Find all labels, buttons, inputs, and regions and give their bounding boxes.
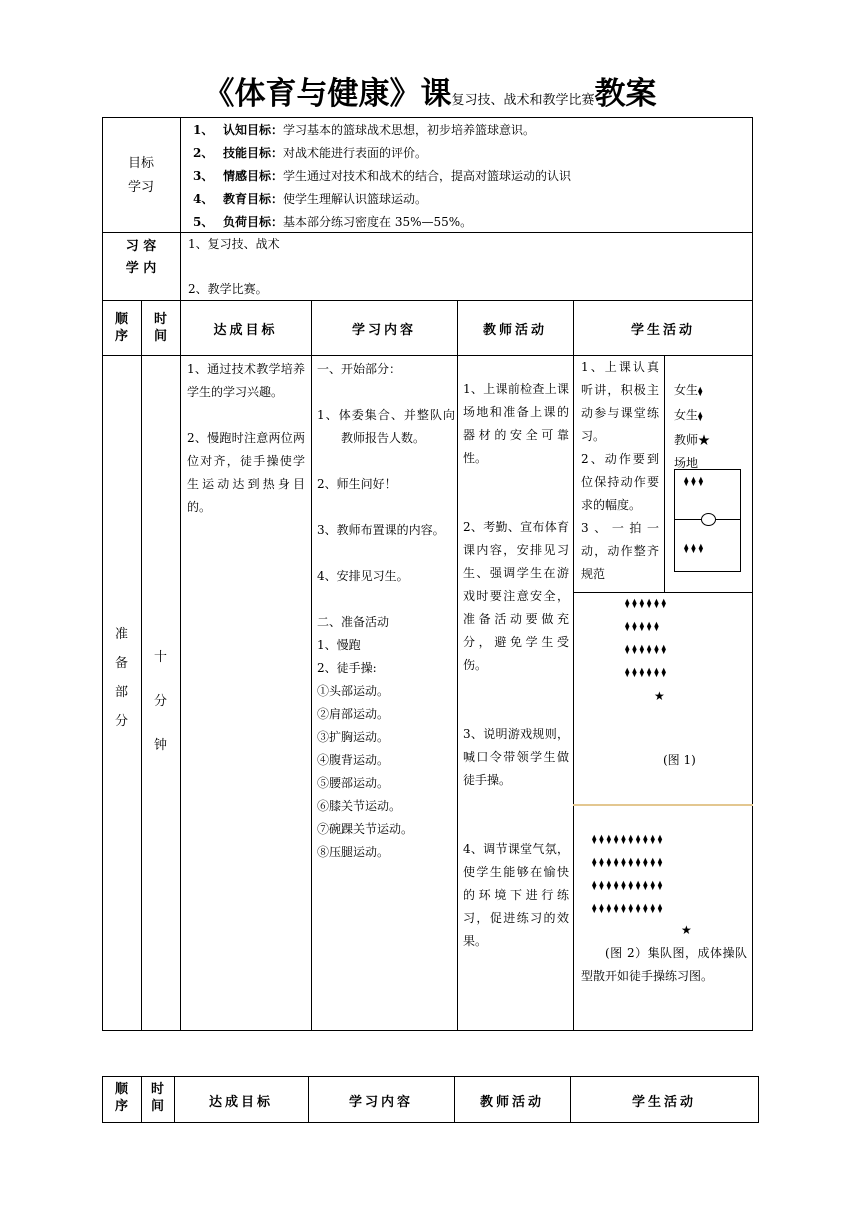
header-time: 时 间 — [153, 312, 167, 344]
fig1-caption: (图 1) — [663, 753, 696, 767]
header2-content: 学习内容 — [348, 1095, 413, 1110]
star-icon: ★ — [681, 923, 692, 937]
fig1-row: ⧫ ⧫ ⧫ ⧫ ⧫ ⧫ — [625, 645, 666, 655]
ball-icon — [701, 513, 716, 526]
person-icon: ⧫ — [698, 412, 703, 422]
legend-female-1: 女生⧫ — [674, 383, 703, 397]
court-row-bottom: ⧫ ⧫ ⧫ — [684, 544, 704, 554]
fig2-row: ⧫ ⧫ ⧫ ⧫ ⧫ ⧫ ⧫ ⧫ ⧫ ⧫ — [592, 904, 663, 914]
star-icon: ★ — [654, 689, 665, 703]
fig2-row: ⧫ ⧫ ⧫ ⧫ ⧫ ⧫ ⧫ ⧫ ⧫ ⧫ — [592, 858, 663, 868]
section-name: 准 备 部 分 — [114, 627, 128, 729]
section-time: 十 分 钟 — [153, 650, 167, 753]
page-title — [0, 72, 860, 123]
goals-list — [193, 119, 571, 234]
fig1-row: ⧫ ⧫ ⧫ ⧫ ⧫ — [625, 622, 659, 632]
goal-item-load: 5、 负荷目标： 基本部分练习密度在 35%—55%。 — [193, 215, 473, 229]
study-content: 一、开始部分： 1、体委集合、并整队向教师报告人数。 2、师生问好！ 3、教师布置课的内容。 4、安排见习生。 二、准备活动 1、慢跑 2、徒手操: ①头部运动。 ②肩部运动。 ③扩胸运动。 ④腹背运动。 ⑤腰部运动。 ⑥膝关节运动。 ⑦碗踝关节运动。 ⑧压腿运动。 — [317, 362, 455, 859]
header2-teacher: 教师活动 — [479, 1095, 544, 1110]
fig2-row: ⧫ ⧫ ⧫ ⧫ ⧫ ⧫ ⧫ ⧫ ⧫ ⧫ — [592, 881, 663, 891]
header2-student: 学生活动 — [631, 1095, 696, 1110]
goal-item-education: 4、 教育目标： 使学生理解认识篮球运动。 — [193, 192, 428, 206]
fig1-row: ⧫ ⧫ ⧫ ⧫ ⧫ ⧫ — [625, 599, 666, 609]
header-order: 顺 序 — [114, 312, 128, 344]
content-item-2: 2、教学比赛。 — [188, 282, 268, 296]
achieve-goals: 1、通过技术教学培养学生的学习兴趣。 2、慢跑时注意两位两位对齐，徒手操使学生运动达到热身目的。 — [187, 362, 305, 514]
title-subject: 复习技、战术和教学比赛 — [451, 93, 595, 108]
header2-order: 顺 序 — [114, 1082, 128, 1114]
goals-label: 目标 学习 — [127, 156, 154, 195]
title-prefix: 《体育与健康》课 — [203, 76, 452, 112]
court-row-top: ⧫ ⧫ ⧫ — [684, 477, 704, 487]
header-teacher: 教师活动 — [482, 323, 547, 338]
fig2-caption: (图 2）集队图，成体操队型散开如徒手操练习图。 — [581, 946, 747, 983]
goal-item-emotion: 3、 情感目标： 学生通过对技术和战术的结合，提高对篮球运动的认识 — [193, 169, 572, 183]
title-suffix: 教案 — [594, 76, 657, 112]
person-icon: ⧫ — [698, 387, 703, 397]
content-label: 习 容 学 内 — [125, 239, 157, 276]
content-item-1: 1、复习技、战术 — [188, 237, 280, 251]
fig2-row: ⧫ ⧫ ⧫ ⧫ ⧫ ⧫ ⧫ ⧫ ⧫ ⧫ — [592, 835, 663, 845]
header2-goal: 达成目标 — [208, 1095, 273, 1110]
legend-court: 场地 — [674, 456, 699, 470]
header-content: 学习内容 — [351, 323, 416, 338]
header-student: 学生活动 — [630, 323, 695, 338]
court-diagram — [674, 469, 741, 572]
goal-item-cognitive: 1、 认知目标： 学习基本的篮球战术思想，初步培养篮球意识。 — [193, 123, 536, 137]
fig1-row: ⧫ ⧫ ⧫ ⧫ ⧫ ⧫ — [625, 668, 666, 678]
goal-item-skill: 2、 技能目标： 对战术能进行表面的评价。 — [193, 146, 428, 160]
legend — [674, 379, 710, 475]
header-goal: 达成目标 — [213, 323, 278, 338]
legend-female-2: 女生⧫ — [674, 408, 703, 422]
header2-time: 时 间 — [150, 1082, 164, 1114]
star-icon: ★ — [698, 433, 711, 447]
legend-teacher: 教师★ — [674, 433, 711, 447]
teacher-activities: 1、上课前检查上课场地和准备上课的器材的安全可靠性。 2、考勤、宣布体育课内容，安排见习生、强调学生在游戏时要注意安全，准备活动要做充分，避免学生受伤。 3、说明游戏规则，喊口令带领学生做徒手操。 4、调节课堂气氛，使学生能够在愉快的环境下进行练习，促进练习的效果。 — [463, 382, 569, 948]
student-activities: 1、上课认真听讲，积极主动参与课堂练习。 2、动作要到位保持动作要求的幅度。 3、一拍一动，动作整齐规范 — [581, 360, 659, 581]
